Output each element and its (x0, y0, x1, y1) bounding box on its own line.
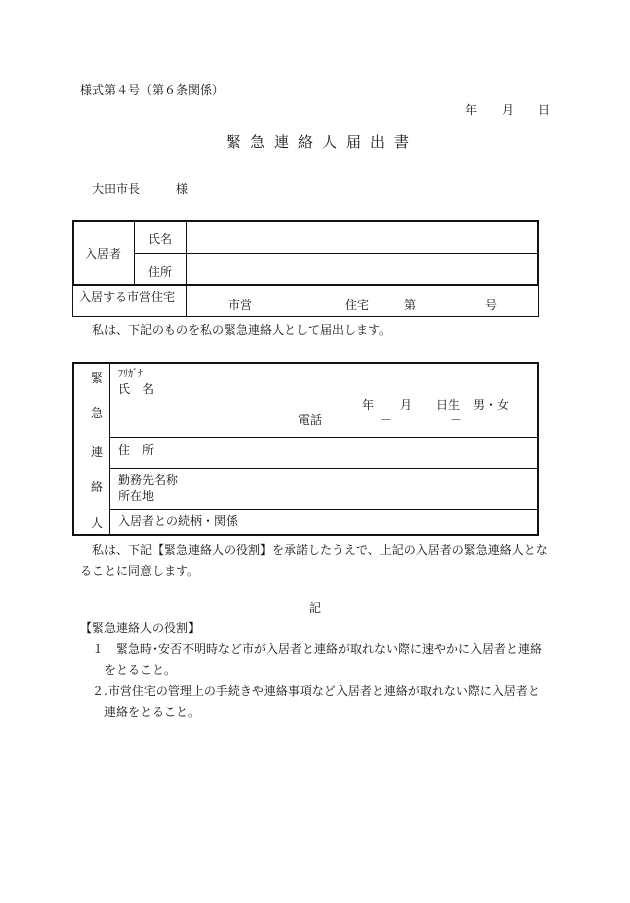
workplace-field[interactable] (190, 470, 537, 508)
contact-name-field[interactable] (112, 364, 537, 436)
form-number: 様式第４号（第６条関係） (80, 83, 225, 97)
resident-name-label: 氏名 (148, 232, 173, 246)
declaration-text: 私は、下記のものを私の緊急連絡人として届出します。 (92, 323, 392, 337)
side-char-5: 人 (91, 516, 104, 530)
phone-label: 電話 (298, 413, 323, 427)
birth-month: 月 (400, 398, 413, 412)
workplace-address-label: 所在地 (118, 489, 155, 503)
ki-label: 記 (309, 601, 322, 615)
role-item-2-line-2: 連絡をとること。 (104, 705, 201, 719)
resident-address-field[interactable] (188, 255, 537, 284)
housing-go: 号 (485, 298, 498, 312)
housing-label: 入居する市営住宅 (79, 290, 176, 304)
phone-dash-1: － (380, 413, 393, 427)
birth-year: 年 (362, 398, 375, 412)
side-char-3: 連 (91, 445, 104, 459)
contact-address-field[interactable] (160, 439, 537, 467)
role-item-2-line-1: ２.市営住宅の管理上の手続きや連絡事項など入居者と連絡が取れない際に入居者と (92, 684, 540, 698)
date-day: 日 (538, 103, 551, 117)
contact-name-label: 氏 名 (118, 382, 155, 396)
roles-heading: 【緊急連絡人の役割】 (80, 621, 201, 635)
housing-city: 市営 (228, 298, 253, 312)
page-title: 緊急連絡人届出書 (226, 133, 419, 151)
consent-line-2: ることに同意します。 (80, 564, 200, 578)
role-item-1-line-2: をとること。 (104, 663, 177, 677)
housing-jutaku: 住宅 (345, 298, 370, 312)
addressee-name: 大田市長 (92, 182, 141, 196)
furigana-label: ﾌﾘｶﾞﾅ (118, 369, 143, 380)
housing-dai: 第 (404, 298, 417, 312)
role-item-1-line-1: １ 緊急時･安否不明時など市が入居者と連絡が取れない際に速やかに入居者と連絡 (92, 642, 543, 656)
relationship-field[interactable] (245, 511, 537, 534)
workplace-name-label: 勤務先名称 (118, 473, 179, 487)
resident-name-field[interactable] (188, 222, 537, 252)
side-char-4: 絡 (91, 480, 104, 494)
relationship-label: 入居者との続柄・関係 (118, 514, 239, 528)
resident-address-label: 住所 (148, 265, 173, 279)
date-month: 月 (502, 103, 515, 117)
date-year: 年 (465, 103, 478, 117)
birth-day: 日生 (436, 398, 461, 412)
gender-select[interactable]: 男・女 (473, 398, 510, 412)
side-char-2: 急 (91, 406, 104, 420)
phone-dash-2: － (450, 413, 463, 427)
contact-address-label: 住 所 (118, 443, 155, 457)
addressee-honorific: 様 (176, 182, 189, 196)
side-char-1: 緊 (91, 371, 104, 385)
resident-header: 入居者 (85, 247, 122, 261)
consent-line-1: 私は、下記【緊急連絡人の役割】を承諾したうえで、上記の入居者の緊急連絡人とな (92, 543, 548, 557)
